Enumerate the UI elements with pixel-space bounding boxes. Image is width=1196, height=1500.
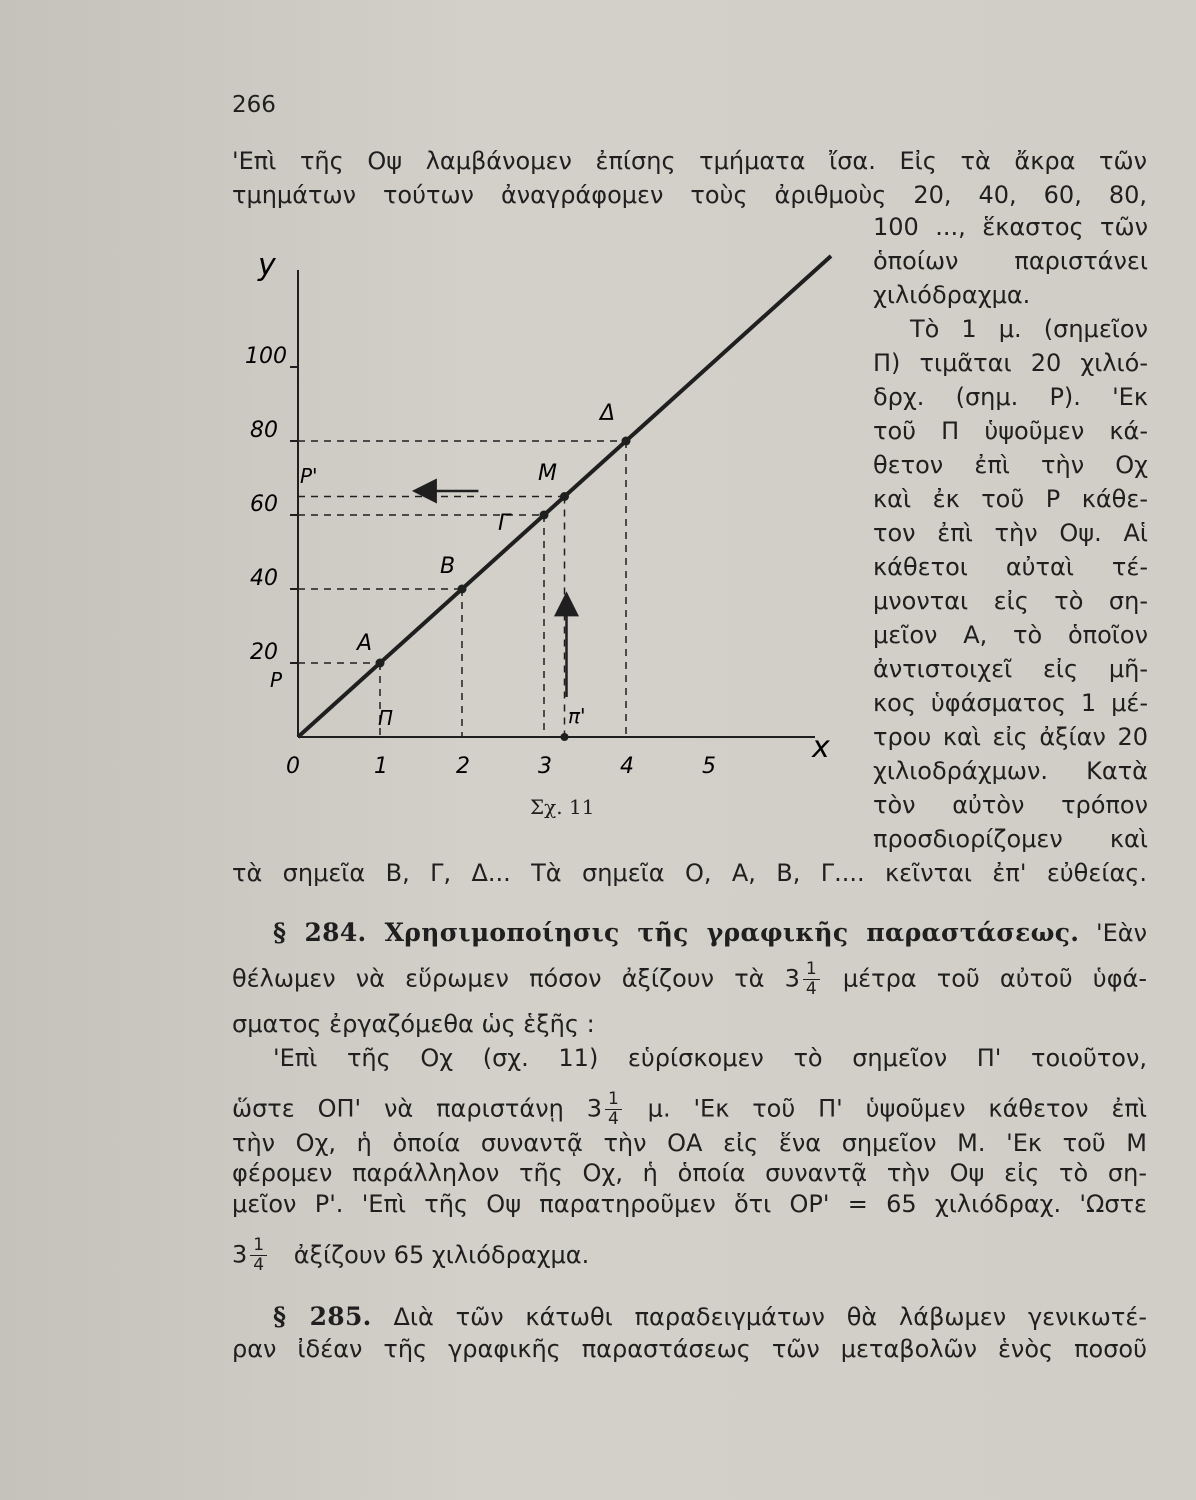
section-284-line-3: σματος ἐργαζόμεθα ὡς ἑξῆς :: [232, 1010, 595, 1038]
fraction-denominator: 4: [805, 979, 817, 999]
point-label-a: A: [357, 631, 373, 656]
column-line: τον ἐπὶ τὴν Οψ. Αἱ: [873, 519, 1148, 547]
section-284-line-6: τὴν Οχ, ἡ ὁποία συναντᾷ τὴν ΟΑ εἰς ἕνα σημεῖον Μ. 'Εκ τοῦ Μ: [232, 1129, 1147, 1157]
section-285-line-1: [273, 1302, 1147, 1332]
section-284-line-7: φέρομεν παράλληλον τῆς Οχ, ἡ ὁποία συναντᾷ τὴν Οψ εἰς τὸ ση-: [232, 1159, 1147, 1187]
fraction-denominator: 4: [607, 1109, 619, 1129]
text-fragment: μ. 'Εκ τοῦ Π' ὑψοῦμεν κάθετον ἐπὶ: [647, 1094, 1147, 1123]
data-point: [458, 585, 467, 594]
column-line: μεῖον Α, τὸ ὁποῖον: [873, 621, 1148, 649]
data-point: [622, 437, 631, 446]
x-tick-label: 4: [620, 754, 634, 779]
column-line: κος ὑφάσματος 1 μέ-: [873, 689, 1148, 717]
column-line: κάθετοι αὐταὶ τέ-: [873, 553, 1148, 581]
section-284-line-2: [232, 960, 1147, 999]
column-line: δρχ. (σημ. Ρ). 'Εκ: [873, 383, 1148, 411]
y-tick-label: 100: [245, 344, 287, 369]
column-line: χιλιοδράχμων. Κατὰ: [873, 757, 1148, 785]
column-line: ὁποίων παριστάνει: [873, 247, 1148, 275]
column-line: Π) τιμᾶται 20 χιλιό-: [873, 349, 1148, 377]
fraction-one-quarter: [250, 1236, 267, 1275]
fraction-numerator: 1: [605, 1090, 622, 1110]
point-label-p-prime: P': [300, 464, 318, 488]
data-points: [376, 437, 631, 742]
point-label-pi-prime: π': [568, 704, 586, 728]
column-line: τρου καὶ εἰς ἀξίαν 20: [873, 723, 1148, 751]
fraction-one-quarter: [605, 1090, 622, 1129]
figure-chart: [240, 225, 840, 785]
column-line: θετον ἐπὶ τὴν Οχ: [873, 451, 1148, 479]
text-fragment: θέλωμεν νὰ εὕρωμεν πόσον ἀξίζουν τὰ 3: [232, 964, 800, 993]
point-label-m: M: [538, 461, 557, 486]
section-284-line-8: μεῖον Ρ'. 'Επὶ τῆς Οψ παρατηροῦμεν ὅτι ΟΡ' = 65 χιλιόδραχ. 'Ωστε: [232, 1190, 1147, 1218]
figure-caption: Σχ. 11: [530, 795, 595, 819]
column-line: ἀντιστοιχεῖ εἰς μῆ-: [873, 655, 1148, 683]
text-line-top-2: τμημάτων τούτων ἀναγράφομεν τοὺς ἀριθμοὺς 20, 40, 60, 80,: [232, 181, 1147, 209]
column-line: χιλιόδραχμα.: [873, 281, 1031, 309]
text-fragment: μέτρα τοῦ αὐτοῦ ὑφά-: [842, 964, 1148, 993]
section-285-line-2: ραν ἰδέαν τῆς γραφικῆς παραστάσεως τῶν μεταβολῶν ἑνὸς ποσοῦ: [232, 1335, 1147, 1363]
text-line-points: τὰ σημεῖα Β, Γ, Δ... Τὰ σημεῖα Ο, Α, Β, Γ.... κεῖνται ἐπ' εὐθείας.: [232, 859, 1147, 887]
section-285-text: Διὰ τῶν κάτωθι παραδειγμάτων θὰ λάβωμεν γενικωτέ-: [393, 1303, 1147, 1331]
x-tick-label: 0: [286, 754, 300, 779]
data-point: [560, 492, 569, 501]
text-fragment: 3: [232, 1240, 248, 1269]
section-284-line-4: 'Επὶ τῆς Οχ (σχ. 11) εὑρίσκομεν τὸ σημεῖον Π' τοιοῦτον,: [273, 1044, 1147, 1072]
point-label-b: B: [440, 554, 456, 579]
fraction-numerator: 1: [250, 1236, 267, 1256]
fraction-one-quarter: [803, 960, 820, 999]
section-284-heading-tail: 'Εὰν: [1096, 919, 1147, 947]
column-line: τὸν αὐτὸν τρόπον: [873, 791, 1148, 819]
point-label-pi: Π: [378, 706, 394, 730]
data-point: [561, 733, 569, 741]
section-285-number: § 285.: [273, 1302, 372, 1331]
text-fragment: ὥστε ΟΠ' νὰ παριστάνῃ 3: [232, 1094, 602, 1123]
y-axis-label: y: [258, 248, 276, 283]
column-line: προσδιορίζομεν καὶ: [873, 825, 1148, 853]
section-284-line-5: [232, 1090, 1147, 1129]
x-tick-label: 5: [702, 754, 716, 779]
y-tick-label: 20: [250, 640, 278, 665]
point-label-d: Δ: [600, 401, 616, 426]
y-tick-label: 40: [250, 566, 278, 591]
x-tick-label: 1: [374, 754, 388, 779]
column-line: μνονται εἰς τὸ ση-: [873, 587, 1148, 615]
y-tick-label: 80: [250, 418, 278, 443]
y-tick-label: 60: [250, 492, 278, 517]
data-point: [540, 511, 549, 520]
text-line-top-1: 'Επὶ τῆς Οψ λαμβάνομεν ἐπίσης τμήματα ἴσα. Εἰς τὰ ἄκρα τῶν: [232, 147, 1147, 175]
column-line: 100 ..., ἕκαστος τῶν: [873, 213, 1148, 241]
point-label-p: P: [270, 668, 283, 692]
fraction-denominator: 4: [253, 1255, 265, 1275]
x-tick-label: 3: [538, 754, 552, 779]
column-line: τοῦ Π ὑψοῦμεν κά-: [873, 417, 1148, 445]
column-line: Τὸ 1 μ. (σημεῖον: [910, 315, 1148, 343]
data-point: [376, 659, 385, 668]
point-label-g: Γ: [498, 511, 511, 536]
x-tick-label: 2: [456, 754, 470, 779]
text-fragment: ἀξίζουν 65 χιλιόδραχμα.: [293, 1240, 590, 1269]
section-284-line-9: [232, 1236, 589, 1275]
section-284-heading: [273, 918, 1147, 948]
x-axis-label: x: [812, 730, 830, 765]
section-284-title: § 284. Χρησιμοποίησις τῆς γραφικῆς παραστάσεως.: [273, 918, 1080, 947]
axis-ticks: [290, 367, 298, 663]
page-number: 266: [232, 92, 276, 118]
fraction-numerator: 1: [803, 960, 820, 980]
column-line: καὶ ἐκ τοῦ Ρ κάθε-: [873, 485, 1148, 513]
